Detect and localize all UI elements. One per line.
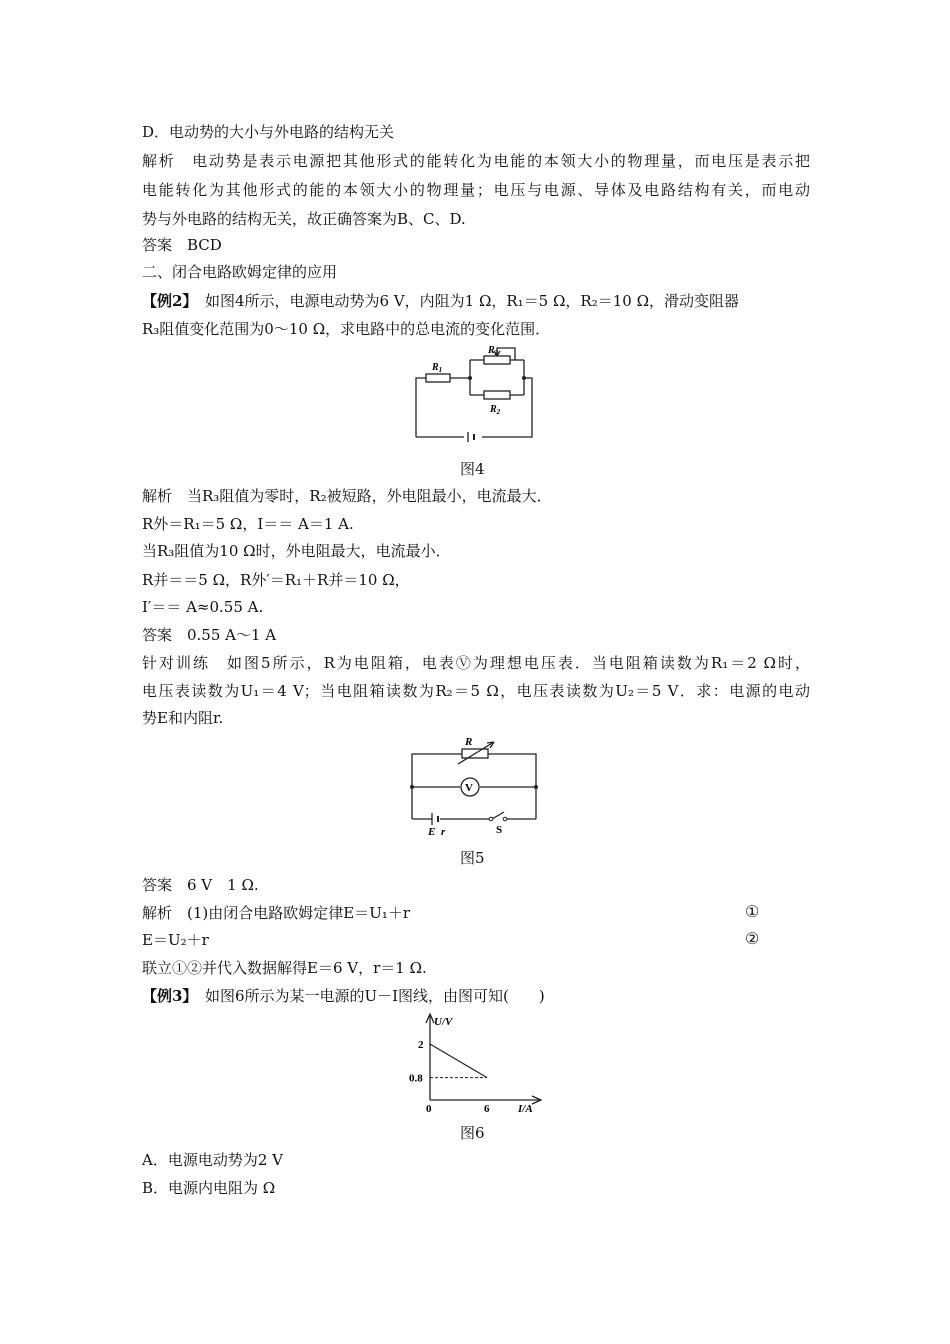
- option-d: D．电动势的大小与外电路的结构无关: [142, 123, 395, 141]
- example-2-stem: [142, 291, 739, 311]
- y-tick-0-8: 0.8: [409, 1072, 423, 1085]
- analysis-ex2-2: R外＝R₁＝5 Ω，I＝＝ A＝1 A.: [142, 515, 354, 533]
- equation-mark-1: ①: [745, 902, 760, 921]
- practice-line-3: 势E和内阻r.: [142, 709, 224, 727]
- figure-5-caption: 图5: [460, 849, 485, 867]
- practice-line-1: 针对训练 如图5所示，R为电阻箱，电表Ⓥ为理想电压表．当电阻箱读数为R₁＝2 Ω时，: [142, 654, 810, 672]
- r-label: R: [465, 736, 473, 748]
- analysis-ex2-5: I′＝＝ A≈0.55 A.: [142, 598, 264, 616]
- analysis-ex2-3: 当R₃阻值为10 Ω时，外电阻最大，电流最小．: [142, 542, 451, 560]
- x-axis-label: I/A: [518, 1103, 533, 1115]
- answer-3: 答案 6 V 1 Ω.: [142, 876, 259, 894]
- analysis-line-1: 解析 电动势是表示电源把其他形式的能转化为电能的本领大小的物理量，而电压是表示把: [142, 152, 810, 170]
- analysis-ex3-3: 联立①②并代入数据解得E＝6 V，r＝1 Ω.: [142, 959, 427, 977]
- practice-line-2: 电压表读数为U₁＝4 V；当电阻箱读数为R₂＝5 Ω，电压表读数为U₂＝5 V．求：电源的电动: [142, 682, 810, 700]
- analysis-ex2-1: 解析 当R₃阻值为零时，R₂被短路，外电阻最小，电流最大．: [142, 487, 552, 505]
- e-label: E: [428, 826, 436, 838]
- figure-6-graph: [380, 1008, 550, 1116]
- figure-4-caption: 图4: [460, 460, 485, 478]
- analysis-ex2-4: R并＝＝5 Ω，R外′＝R₁＋R并＝10 Ω，: [142, 571, 410, 589]
- x-tick-6: 6: [484, 1103, 490, 1115]
- figure-5-circuit: [402, 734, 548, 840]
- analysis-line-2: 电能转化为其他形式的能的本领大小的物理量；电压与电源、导体及电路结构有关，而电动: [142, 181, 810, 199]
- r2-label: $R_2$: [490, 404, 501, 416]
- section-heading: 二、闭合电路欧姆定律的应用: [142, 263, 338, 281]
- r3-label: $R_3$: [488, 345, 499, 357]
- figure-6-caption: 图6: [460, 1124, 485, 1142]
- figure-4-circuit: [408, 340, 538, 444]
- example-3-text: 如图6所示为某一电源的U－I图线，由图可知( ): [189, 987, 545, 1005]
- example-2-label: 【例2】: [142, 292, 190, 310]
- analysis-ex3-1: 解析 (1)由闭合电路欧姆定律E＝U₁＋r: [142, 904, 411, 922]
- equation-mark-2: ②: [745, 929, 760, 948]
- example-2-stem-2: R₃阻值变化范围为0～10 Ω，求电路中的总电流的变化范围．: [142, 320, 551, 338]
- analysis-line-3: 势与外电路的结构无关，故正确答案为B、C、D.: [142, 210, 466, 228]
- switch-label: S: [496, 824, 503, 836]
- answer-1: 答案 BCD: [142, 236, 222, 254]
- analysis-ex3-2: E＝U₂＋r: [142, 931, 209, 949]
- x-tick-0: 0: [426, 1103, 432, 1115]
- r1-label: $R_1$: [432, 362, 443, 374]
- answer-2: 答案 0.55 A～1 A: [142, 626, 277, 644]
- ui-line: [430, 1044, 487, 1078]
- y-tick-2: 2: [418, 1039, 424, 1051]
- example-3-label: 【例3】: [142, 987, 190, 1005]
- example-3-stem: [142, 986, 545, 1006]
- example-2-text: 如图4所示，电源电动势为6 V，内阻为1 Ω，R₁＝5 Ω，R₂＝10 Ω，滑动变阻器: [189, 292, 740, 310]
- y-axis-label: U/V: [434, 1016, 453, 1028]
- internal-r-label: r: [441, 826, 446, 838]
- voltmeter-label: V: [465, 782, 473, 794]
- option-a: A．电源电动势为2 V: [142, 1151, 283, 1169]
- option-b: B．电源内电阻为 Ω: [142, 1179, 276, 1197]
